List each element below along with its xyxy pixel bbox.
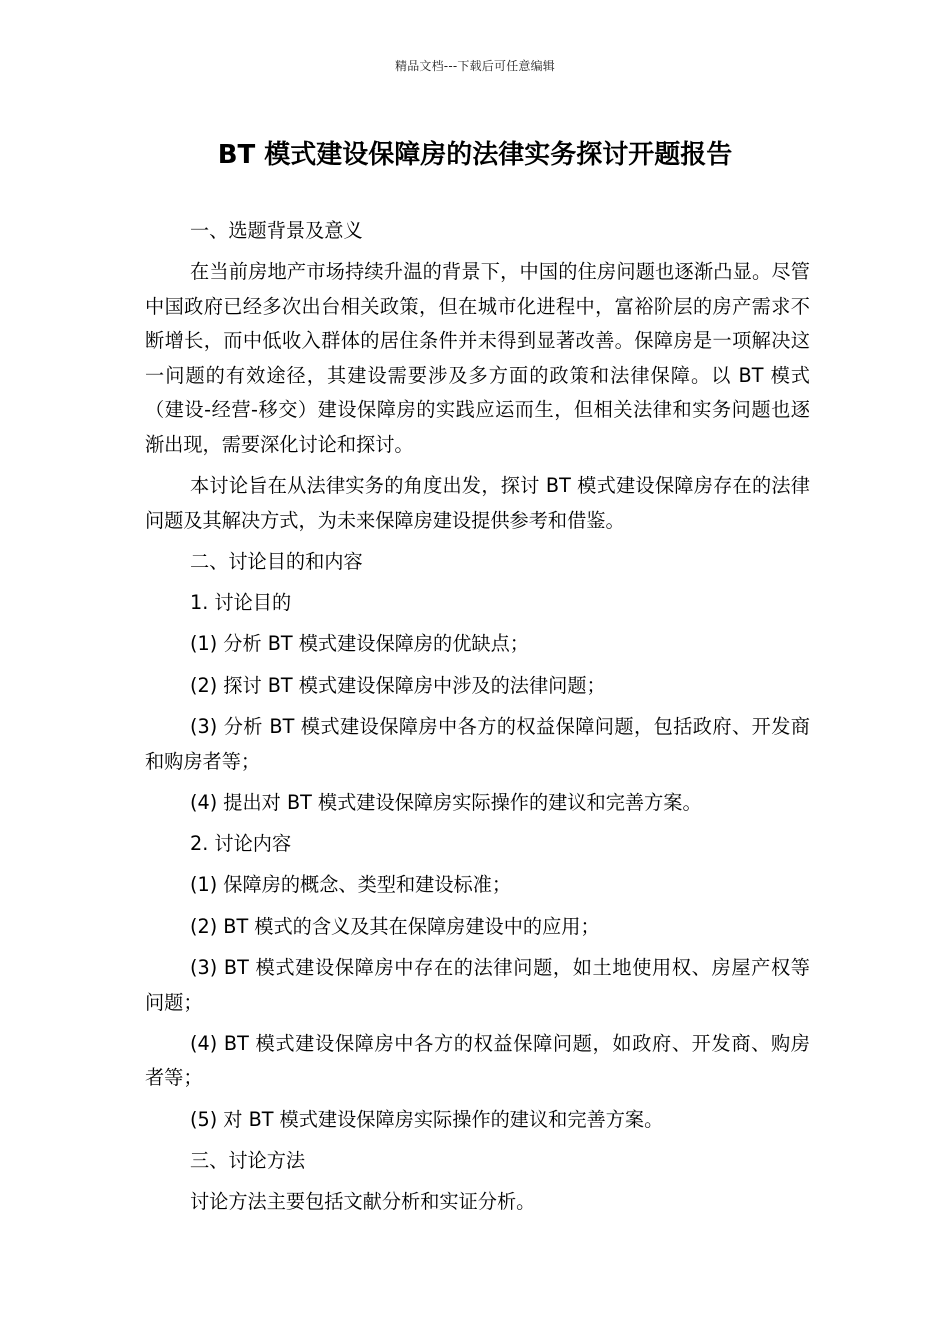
document-body [145, 214, 810, 1227]
subheading-content: 2. 讨论内容 [190, 832, 292, 856]
list-item: (3) 分析 BT 模式建设保障房中各方的权益保障问题，包括政府、开发商和购房者等； [145, 715, 810, 773]
paragraph-purpose: 本讨论旨在从法律实务的角度出发，探讨 BT 模式建设保障房存在的法律问题及其解决方式，为未来保障房建设提供参考和借鉴。 [145, 474, 810, 532]
list-item: (3) BT 模式建设保障房中存在的法律问题，如土地使用权、房屋产权等问题； [145, 956, 810, 1014]
section-heading-objectives: 二、讨论目的和内容 [190, 549, 363, 573]
section-heading-methods: 三、讨论方法 [190, 1148, 306, 1172]
section-heading-background: 一、选题背景及意义 [190, 219, 363, 242]
paragraph-background: 在当前房地产市场持续升温的背景下，中国的住房问题也逐渐凸显。尽管中国政府已经多次出台相关政策，但在城市化进程中，富裕阶层的房产需求不断增长，而中低收入群体的居住条件并未得到显著改善。保障房是一项解决这一问题的有效途径，其建设需要涉及多方面的政策和法律保障。以 BT 模式（建设-经营-移交）建设保障房的实践应运而生，但相关法律和实务问题也逐渐出现，需要深化讨论和探讨。 [145, 260, 810, 456]
list-item: (1) 分析 BT 模式建设保障房的优缺点； [190, 632, 529, 656]
header-note: 精品文档---下载后可任意编辑 [395, 59, 555, 73]
list-item: (4) BT 模式建设保障房中各方的权益保障问题，如政府、开发商、购房者等； [145, 1031, 810, 1090]
document-title: BT 模式建设保障房的法律实务探讨开题报告 [217, 140, 733, 170]
subheading-objectives: 1. 讨论目的 [190, 591, 292, 615]
list-item: (2) BT 模式的含义及其在保障房建设中的应用； [190, 914, 600, 938]
list-item: (1) 保障房的概念、类型和建设标准； [190, 873, 512, 897]
list-item: (4) 提出对 BT 模式建设保障房实际操作的建议和完善方案。 [190, 790, 702, 814]
paragraph-methods: 讨论方法主要包括文献分析和实证分析。 [190, 1190, 536, 1214]
list-item: (5) 对 BT 模式建设保障房实际操作的建议和完善方案。 [190, 1107, 664, 1131]
list-item: (2) 探讨 BT 模式建设保障房中涉及的法律问题； [190, 673, 606, 697]
